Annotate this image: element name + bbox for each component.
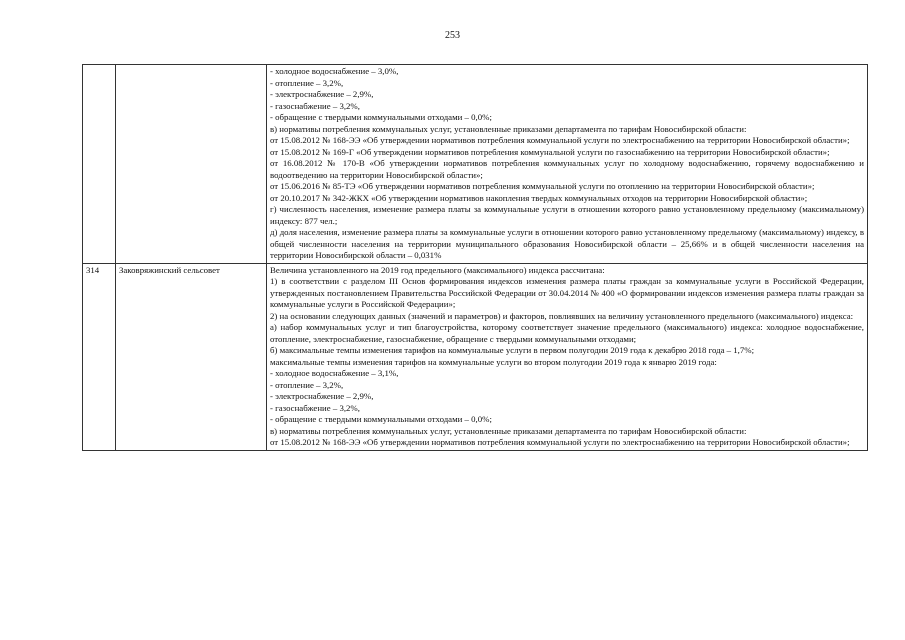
- paragraph: - холодное водоснабжение – 3,1%,: [270, 368, 399, 378]
- row-number: [83, 65, 116, 264]
- municipality-name: Заковряжинский сельсовет: [116, 263, 267, 450]
- paragraph: - отопление – 3,2%,: [270, 77, 344, 88]
- paragraph: д) доля населения, изменение размера платы за коммунальные услуги в отношении которого равно установленному предельному (максимальному) индексу, в общей численности населения на территории муниципального образования Новосибирской области – 25,66% и в общей численности населения на территории Новосибирской области – 0,031%: [270, 227, 864, 260]
- paragraph: 1) в соответствии с разделом III Основ формирования индексов изменения размера платы граждан за коммунальные услуги в Российской Федерации, утвержденных постановлением Правительства Российской Федерации от 30.04.2014 № 400 «О формировании индексов изменения размера платы граждан за коммунальные услуги в Российской Федерации»;: [270, 276, 864, 309]
- row-description: [267, 263, 868, 450]
- paragraph: от 15.08.2012 № 168-ЭЭ «Об утверждении нормативов потребления коммунальной услуги по электроснабжению на территории Новосибирской области»;: [270, 437, 850, 447]
- paragraph: максимальные темпы изменения тарифов на коммунальные услуги во втором полугодии 2019 года к январю 2019 года:: [270, 356, 717, 367]
- paragraph: от 16.08.2012 № 170-В «Об утверждении нормативов потребления коммунальных услуг по холодному водоснабжению, горячему водоснабжению и водоотведению на территории Новосибирской области»;: [270, 158, 864, 180]
- row-description: [267, 65, 868, 264]
- municipality-name: [116, 65, 267, 264]
- paragraph: - электроснабжение – 2,9%,: [270, 89, 374, 99]
- paragraph: от 15.08.2012 № 169-Г «Об утверждении нормативов потребления коммунальной услуги по газоснабжению на территории Новосибирской области»;: [270, 146, 830, 157]
- paragraph: - обращение с твердыми коммунальными отходами – 0,0%;: [270, 414, 492, 424]
- table-row: [83, 263, 868, 450]
- paragraph: - газоснабжение – 3,2%,: [270, 100, 360, 111]
- paragraph: в) нормативы потребления коммунальных услуг, установленные приказами департамента по тарифам Новосибирской области:: [270, 123, 747, 134]
- paragraph: 2) на основании следующих данных (значений и параметров) и факторов, повлиявших на величину установленного предельного (максимального) индекса:: [270, 310, 854, 321]
- table-row: [83, 65, 868, 264]
- paragraph: от 15.06.2016 № 85-ТЭ «Об утверждении нормативов потребления коммунальной услуги по отоплению на территории Новосибирской области»;: [270, 181, 815, 191]
- paragraph: г) численность населения, изменение размера платы за коммунальные услуги в отношении которого равно установленному предельному (максимальному) индексу: 877 чел.;: [270, 204, 864, 226]
- paragraph: - обращение с твердыми коммунальными отходами – 0,0%;: [270, 112, 492, 122]
- paragraph: а) набор коммунальных услуг и тип благоустройства, которому соответствует значение предельного (максимального) индекса: холодное водоснабжение, отопление, электроснабжение, газоснабжение, обращение с твердыми коммунальными отходами;: [270, 322, 864, 344]
- paragraph: от 15.08.2012 № 168-ЭЭ «Об утверждении нормативов потребления коммунальной услуги по электроснабжению на территории Новосибирской области»;: [270, 135, 850, 145]
- paragraph: в) нормативы потребления коммунальных услуг, установленные приказами департамента по тарифам Новосибирской области:: [270, 425, 747, 436]
- paragraph: Величина установленного на 2019 год предельного (максимального) индекса рассчитана:: [270, 264, 605, 275]
- paragraph: - холодное водоснабжение – 3,0%,: [270, 66, 399, 76]
- paragraph: - отопление – 3,2%,: [270, 379, 344, 390]
- paragraph: - газоснабжение – 3,2%,: [270, 402, 360, 413]
- paragraph: б) максимальные темпы изменения тарифов на коммунальные услуги в первом полугодии 2019 года к декабрю 2018 года – 1,7%;: [270, 345, 755, 355]
- row-number: 314: [83, 263, 116, 450]
- paragraph: от 20.10.2017 № 342-ЖКХ «Об утверждении нормативов накопления твердых коммунальных отходов на территории Новосибирской области»;: [270, 192, 808, 203]
- page-number: 253: [445, 30, 460, 41]
- index-table: [82, 64, 868, 451]
- paragraph: - электроснабжение – 2,9%,: [270, 391, 374, 401]
